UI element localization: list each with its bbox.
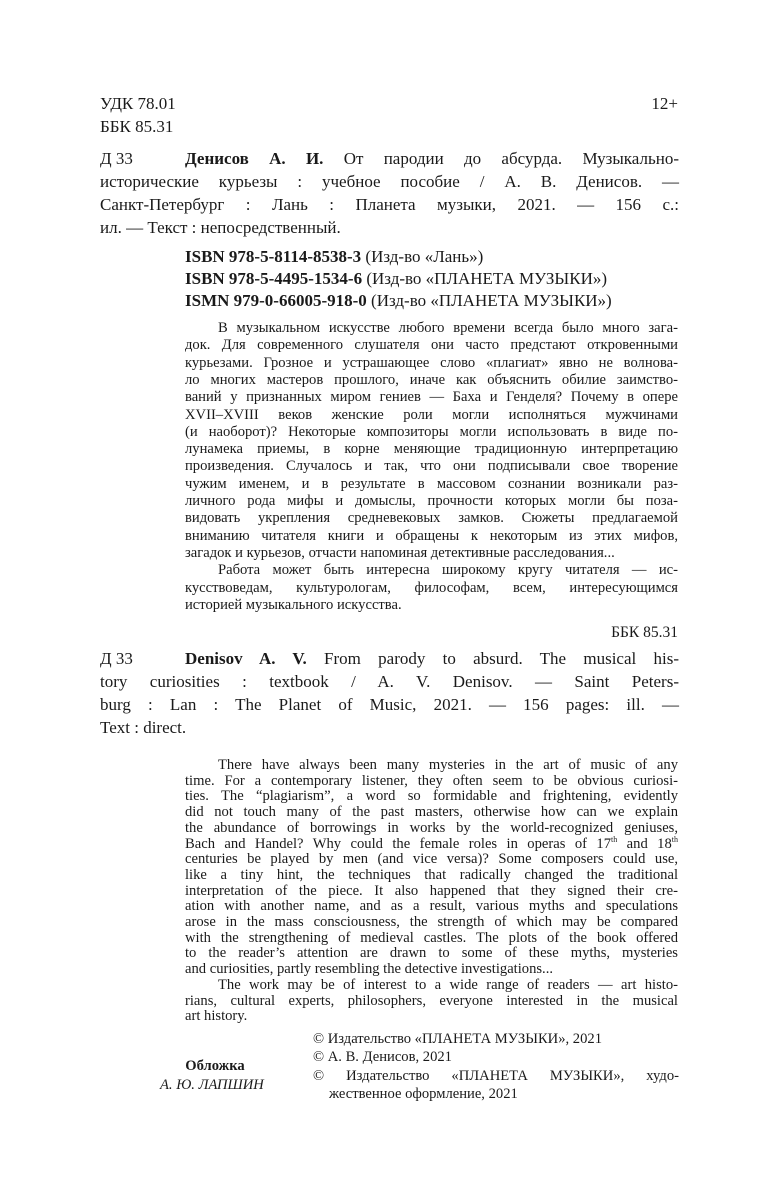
abstract-line: чужим именем, и в результате в массовом сознании возникали раз- <box>185 475 678 492</box>
cover-credit <box>160 1058 270 1074</box>
bbk-ru-footer: ББК 85.31 <box>611 624 678 641</box>
abstract-line: rians, cultural experts, philosophers, everyone interested in the musical <box>185 992 678 1009</box>
abstract-line: историей музыкального искусства. <box>185 596 402 613</box>
cover-label: Обложка <box>185 1058 245 1074</box>
abstract-line: (и наоборот)? Некоторые композиторы могли использовать в виде по- <box>185 423 678 440</box>
abstract-line: did not touch many of the past masters, otherwise how can we explain <box>185 804 678 821</box>
isbn-publisher: (Изд-во «Лань») <box>361 247 484 266</box>
abstract-line: В музыкальном искусстве любого времени всегда было много зага- <box>218 320 678 336</box>
abstract-line: вниманию читателя книги и обращены к некоторым из этих мифов, <box>185 527 678 544</box>
isbn-publisher: (Изд-во «ПЛАНЕТА МУЗЫКИ») <box>362 269 608 288</box>
abstract-line: and curiosities, partly resembling the detective investigations... <box>185 961 553 978</box>
abstract-line: видовать укрепления средневековых замков. Сюжеты предлагаемой <box>185 510 678 527</box>
copyright-line: жественное оформление, 2021 <box>329 1085 518 1102</box>
abstract-line: like a tiny hint, the techniques that radically changed the traditional <box>185 866 678 883</box>
isbn-number: ISMN 979-0-66005-918-0 <box>185 291 367 310</box>
isbn-line <box>185 247 483 267</box>
record-line: tory curiosities : textbook / A. V. Denisov. — Saint Peters- <box>100 672 679 691</box>
abstract-line: ties. The “plagiarism”, a word so formidable and frightening, evidently <box>185 788 678 805</box>
abstract-line <box>185 836 678 852</box>
abstract-line: кусствоведам, культурологам, философам, всем, интересующимся <box>185 579 678 596</box>
abstract-text: and 18 <box>617 835 672 852</box>
copyright-line: © Издательство «ПЛАНЕТА МУЗЫКИ», худо- <box>313 1067 679 1084</box>
superscript: th <box>611 834 618 844</box>
abstract-line: arose in the mass consciousness, the strength of which may be compared <box>185 914 678 930</box>
abstract-line: ло многих мастеров прошлого, иначе как объяснить обилие заимство- <box>185 371 678 388</box>
copyright-line: © Издательство «ПЛАНЕТА МУЗЫКИ», 2021 <box>313 1031 602 1047</box>
cover-artist <box>160 1077 264 1093</box>
isbn-line <box>185 269 607 289</box>
abstract-line: Работа может быть интересна широкому кругу читателя — ис- <box>218 562 678 579</box>
abstract-line: ваний у признанных миром гениев — Баха и Генделя? Почему в опере <box>185 389 678 406</box>
abstract-line: centuries be played by men (and vice versa)? Some composers could use, <box>185 851 678 868</box>
abstract-line: лунамека приемы, в корне меняющие традиционную интерпретацию <box>185 441 678 458</box>
abstract-line: time. For a contemporary listener, they often seem to be obvious curiosi- <box>185 772 678 789</box>
superscript: th <box>671 834 679 844</box>
abstract-line: the abundance of borrowings in works by the world-recognized geniuses, <box>185 819 678 836</box>
isbn-number: ISBN 978-5-8114-8538-3 <box>185 247 362 266</box>
isbn-publisher: (Изд-во «ПЛАНЕТА МУЗЫКИ») <box>366 291 612 310</box>
abstract-text: Bach and Handel? Why could the female roles in operas of 17 <box>185 835 612 852</box>
record-line: Text : direct. <box>100 718 187 737</box>
record-author: Денисов А. И. <box>185 149 324 168</box>
udk-code: УДК 78.01 <box>100 94 176 113</box>
bbk-code: ББК 85.31 <box>100 117 174 136</box>
record-title: From parody to absurd. The musical his- <box>306 649 680 668</box>
abstract-line: загадок и курьезов, отчасти напоминая детективные расследования... <box>185 544 615 561</box>
record-author: Denisov A. V. <box>185 649 307 668</box>
isbn-line <box>185 291 612 311</box>
abstract-line: личного рода мифы и домыслы, прочности которых могли бы поза- <box>185 493 678 509</box>
record-line: исторические курьезы : учебное пособие / А. В. Денисов. — <box>100 172 679 191</box>
record-title: От пародии до абсурда. Музыкально- <box>323 149 679 168</box>
abstract-line: to the reader’s attention are drawn to some of these myths, mysteries <box>185 945 678 962</box>
copyright-line: © А. В. Денисов, 2021 <box>313 1049 452 1066</box>
abstract-line: произведения. Случалось и так, что они подписывали свое творение <box>185 458 678 475</box>
record-line: burg : Lan : The Planet of Music, 2021. — 156 pages: ill. — <box>100 695 679 714</box>
record-line: Санкт-Петербург : Лань : Планета музыки, 2021. — 156 с.: <box>100 195 679 214</box>
record-code: Д 33 <box>100 649 133 668</box>
abstract-line: There have always been many mysteries in the art of music of any <box>218 757 678 773</box>
abstract-line: XVII–XVIII веков женские роли могли исполняться мужчинами <box>185 406 678 423</box>
record-code: Д 33 <box>100 149 133 168</box>
cover-artist-name: А. Ю. ЛАПШИН <box>160 1077 264 1093</box>
abstract-line: with the strengthening of medieval castles. The plots of the book offered <box>185 929 678 946</box>
age-rating: 12+ <box>651 94 678 113</box>
abstract-line: The work may be of interest to a wide range of readers — art histo- <box>218 976 678 993</box>
abstract-line: interpretation of the piece. It also happened that they signed their cre- <box>185 882 678 899</box>
record-line <box>185 649 679 669</box>
abstract-line: док. Для современного слушателя они часто предстают откровенными <box>185 337 678 354</box>
isbn-number: ISBN 978-5-4495-1534-6 <box>185 269 363 288</box>
record-line <box>185 149 679 169</box>
record-line: ил. — Текст : непосредственный. <box>100 218 341 237</box>
abstract-line: курьезами. Грозное и устрашающее слово «плагиат» явно не волнова- <box>185 354 678 371</box>
abstract-line: art history. <box>185 1008 248 1025</box>
abstract-line: ation with another name, and as a result, various myths and speculations <box>185 898 678 915</box>
